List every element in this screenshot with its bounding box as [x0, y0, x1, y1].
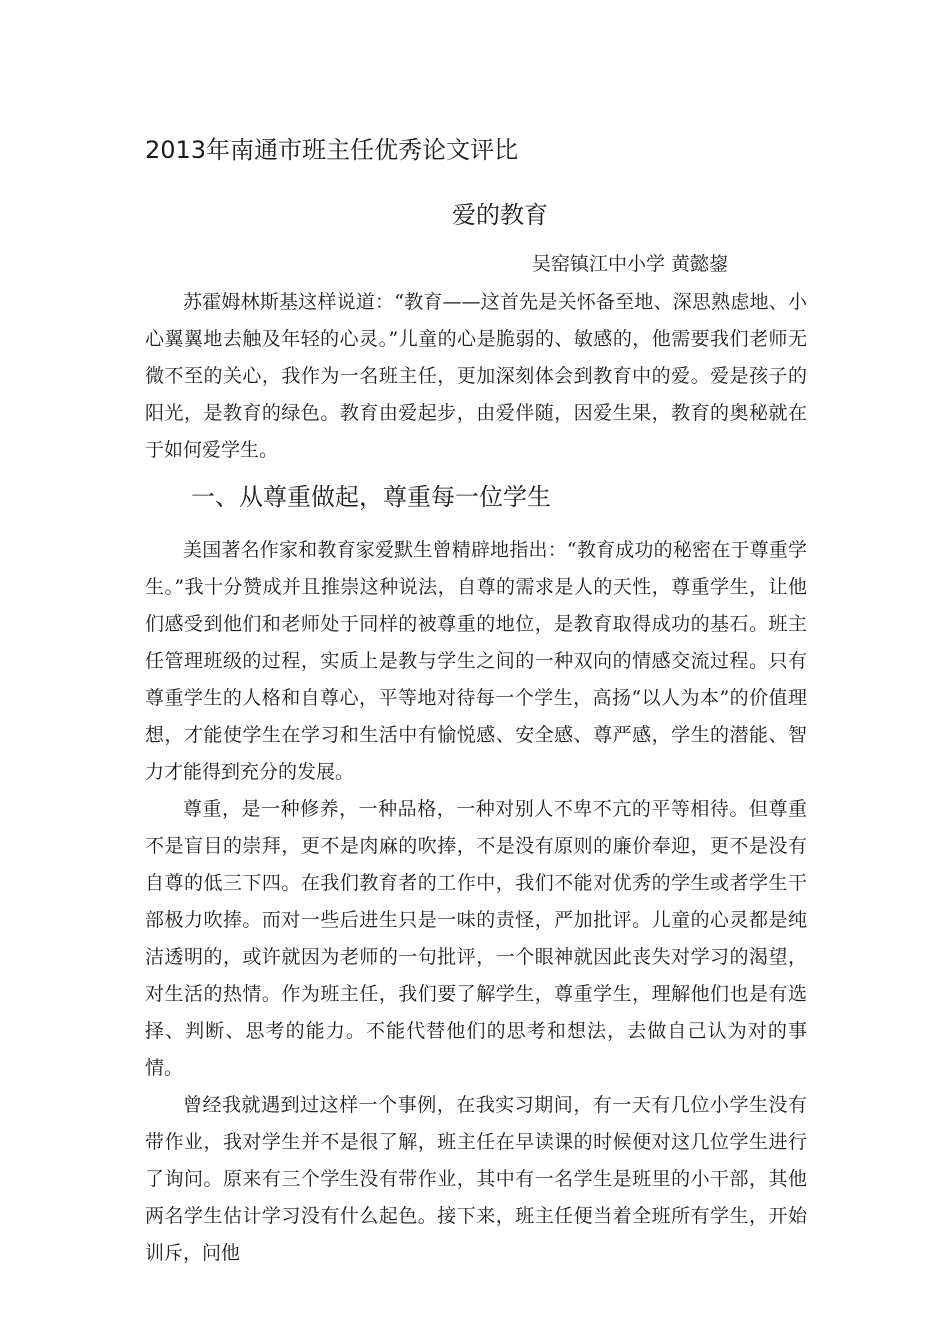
document-header: 2013年南通市班主任优秀论文评比 [145, 136, 519, 164]
intro-block [145, 284, 807, 469]
intro-paragraph: 苏霍姆林斯基这样说道：“教育——这首先是关怀备至地、深思熟虑地、小心翼翼地去触及年轻的心灵。”儿童的心是脆弱的、敏感的，他需要我们老师无微不至的关心，我作为一名班主任，更加深刻体会到教育中的爱。爱是孩子的阳光，是教育的绿色。教育由爱起步，由爱伴随，因爱生果，教育的奥秘就在于如何爱学生。 [145, 291, 807, 461]
author-line: 吴窑镇江中小学 黄懿鋆 [531, 253, 728, 275]
document-title: 爱的教育 [452, 201, 548, 229]
body-paragraph: 尊重，是一种修养，一种品格，一种对别人不卑不亢的平等相待。但尊重不是盲目的崇拜，更不是肉麻的吹捧，不是没有原则的廉价奉迎，更不是没有自尊的低三下四。在我们教育者的工作中，我们不能对优秀的学生或者学生干部极力吹捧。而对一些后进生只是一味的责怪，严加批评。儿童的心灵都是纯洁透明的，或许就因为老师的一句批评，一个眼神就因此丧失对学习的渴望，对生活的热情。作为班主任，我们要了解学生，尊重学生，理解他们也是有选择、判断、思考的能力。不能代替他们的思考和想法，去做自己认为对的事情。 [145, 798, 807, 1079]
section-body [145, 532, 807, 1272]
section-heading: 一、从尊重做起，尊重每一位学生 [191, 483, 551, 511]
body-paragraph: 曾经我就遇到过这样一个事例，在我实习期间，有一天有几位小学生没有带作业，我对学生并不是很了解，班主任在早读课的时候便对这几位学生进行了询问。原来有三个学生没有带作业，其中有一名学生是班里的小干部，其他两名学生估计学习没有什么起色。接下来，班主任便当着全班所有学生，开始训斥，问他 [145, 1094, 807, 1264]
body-paragraph: 美国著名作家和教育家爱默生曾精辟地指出：“教育成功的秘密在于尊重学生。”我十分赞成并且推崇这种说法，自尊的需求是人的天性，尊重学生，让他们感受到他们和老师处于同样的被尊重的地位，是教育取得成功的基石。班主任管理班级的过程，实质上是教与学生之间的一种双向的情感交流过程。只有尊重学生的人格和自尊心，平等地对待每一个学生，高扬“以人为本”的价值理想，才能使学生在学习和生活中有愉悦感、安全感、尊严感，学生的潜能、智力才能得到充分的发展。 [145, 539, 807, 783]
